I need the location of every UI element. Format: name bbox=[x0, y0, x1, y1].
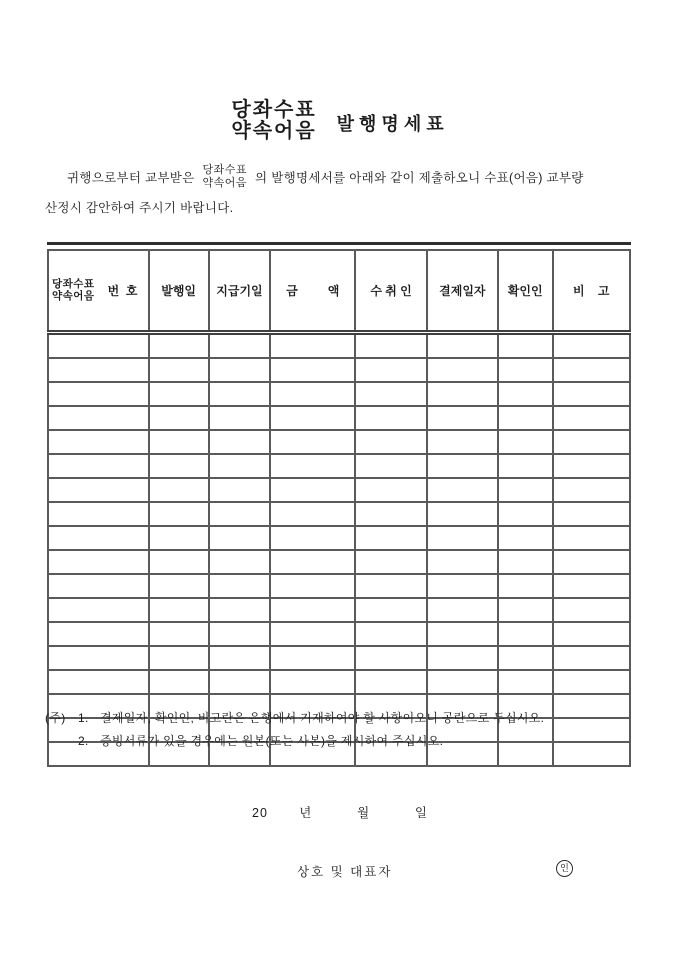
empty-cell bbox=[209, 574, 271, 598]
empty-cell bbox=[48, 382, 149, 406]
empty-cell bbox=[149, 358, 209, 382]
table-row bbox=[48, 646, 630, 670]
note-item bbox=[45, 730, 655, 753]
empty-cell bbox=[270, 358, 355, 382]
empty-cell bbox=[498, 550, 553, 574]
empty-cell bbox=[553, 574, 630, 598]
empty-cell bbox=[427, 382, 498, 406]
empty-cell bbox=[270, 670, 355, 694]
empty-cell bbox=[48, 502, 149, 526]
empty-cell bbox=[48, 478, 149, 502]
title-type-line2: 약속어음 bbox=[231, 120, 317, 142]
empty-cell bbox=[48, 550, 149, 574]
empty-cell bbox=[498, 622, 553, 646]
table-row bbox=[48, 333, 630, 359]
empty-cell bbox=[270, 622, 355, 646]
empty-cell bbox=[209, 454, 271, 478]
empty-cell bbox=[498, 333, 553, 359]
empty-cell bbox=[149, 574, 209, 598]
empty-cell bbox=[498, 598, 553, 622]
empty-cell bbox=[209, 526, 271, 550]
empty-cell bbox=[149, 502, 209, 526]
empty-cell bbox=[355, 430, 427, 454]
empty-cell bbox=[355, 646, 427, 670]
empty-cell bbox=[355, 478, 427, 502]
table-header-row bbox=[48, 250, 630, 333]
seal-stamp-icon bbox=[556, 860, 573, 877]
empty-cell bbox=[553, 670, 630, 694]
empty-cell bbox=[270, 550, 355, 574]
empty-cell bbox=[553, 430, 630, 454]
empty-cell bbox=[48, 454, 149, 478]
intro-inline-line2: 약속어음 bbox=[202, 176, 248, 189]
form-title-type-stack bbox=[231, 100, 316, 142]
empty-cell bbox=[209, 550, 271, 574]
table-row bbox=[48, 382, 630, 406]
signature-label: 상호 및 대표자 bbox=[297, 865, 393, 879]
empty-cell bbox=[355, 526, 427, 550]
empty-cell bbox=[553, 358, 630, 382]
header-remarks: 비 고 bbox=[553, 250, 630, 333]
empty-cell bbox=[427, 550, 498, 574]
issuance-table bbox=[47, 249, 631, 767]
header-payee: 수 취 인 bbox=[355, 250, 427, 333]
seal-character: 인 bbox=[560, 863, 569, 873]
form-title-main: 발행명세표 bbox=[336, 114, 449, 134]
note-prefix: (주) bbox=[45, 711, 66, 725]
note-item bbox=[45, 707, 655, 730]
empty-cell bbox=[270, 574, 355, 598]
note-number: 2. bbox=[78, 734, 89, 748]
empty-cell bbox=[427, 430, 498, 454]
empty-cell bbox=[149, 598, 209, 622]
empty-cell bbox=[48, 333, 149, 359]
title-type-line1: 당좌수표 bbox=[231, 99, 317, 121]
empty-cell bbox=[209, 598, 271, 622]
empty-cell bbox=[355, 333, 427, 359]
empty-cell bbox=[48, 406, 149, 430]
empty-cell bbox=[209, 622, 271, 646]
empty-cell bbox=[48, 430, 149, 454]
empty-cell bbox=[427, 646, 498, 670]
empty-cell bbox=[48, 622, 149, 646]
intro-line2: 산정시 감안하여 주시기 바랍니다. bbox=[45, 201, 234, 215]
empty-cell bbox=[498, 382, 553, 406]
empty-cell bbox=[48, 598, 149, 622]
empty-cell bbox=[270, 406, 355, 430]
table-row bbox=[48, 358, 630, 382]
note-text: 증빙서류가 있을 경우에는 원본(또는 사본)을 제시하여 주십시오. bbox=[100, 734, 444, 748]
empty-cell bbox=[270, 478, 355, 502]
empty-cell bbox=[48, 526, 149, 550]
empty-cell bbox=[427, 478, 498, 502]
header-type-line2: 약속어음 bbox=[52, 289, 95, 302]
empty-cell bbox=[270, 526, 355, 550]
table-top-rule bbox=[47, 242, 631, 245]
empty-cell bbox=[149, 454, 209, 478]
table-body bbox=[48, 333, 630, 767]
table-row bbox=[48, 622, 630, 646]
empty-cell bbox=[355, 358, 427, 382]
note-number: 1. bbox=[78, 711, 89, 725]
table-row bbox=[48, 454, 630, 478]
empty-cell bbox=[553, 502, 630, 526]
empty-cell bbox=[270, 382, 355, 406]
note-prefix-spacer bbox=[45, 730, 78, 753]
empty-cell bbox=[553, 646, 630, 670]
empty-cell bbox=[553, 406, 630, 430]
intro-inline-line1: 당좌수표 bbox=[202, 164, 248, 177]
intro-lead: 귀행으로부터 교부받은 bbox=[67, 171, 195, 185]
empty-cell bbox=[553, 454, 630, 478]
empty-cell bbox=[427, 406, 498, 430]
empty-cell bbox=[427, 526, 498, 550]
empty-cell bbox=[553, 526, 630, 550]
empty-cell bbox=[149, 550, 209, 574]
empty-cell bbox=[209, 382, 271, 406]
header-note-number bbox=[48, 250, 149, 333]
empty-cell bbox=[498, 502, 553, 526]
note-text: 결제일자, 확인인, 비고란은 은행에서 기재하여야 할 사항이오니 공란으로 두십시오. bbox=[100, 711, 545, 725]
empty-cell bbox=[149, 526, 209, 550]
empty-cell bbox=[48, 670, 149, 694]
empty-cell bbox=[498, 430, 553, 454]
empty-cell bbox=[355, 622, 427, 646]
empty-cell bbox=[355, 550, 427, 574]
empty-cell bbox=[209, 430, 271, 454]
empty-cell bbox=[270, 598, 355, 622]
empty-cell bbox=[48, 358, 149, 382]
empty-cell bbox=[209, 478, 271, 502]
empty-cell bbox=[149, 670, 209, 694]
empty-cell bbox=[209, 502, 271, 526]
empty-cell bbox=[427, 574, 498, 598]
table-row bbox=[48, 430, 630, 454]
empty-cell bbox=[553, 550, 630, 574]
intro-paragraph bbox=[45, 163, 645, 223]
empty-cell bbox=[209, 646, 271, 670]
empty-cell bbox=[427, 454, 498, 478]
header-number-label: 번 호 bbox=[107, 284, 138, 298]
empty-cell bbox=[355, 502, 427, 526]
header-amount: 금 액 bbox=[270, 250, 355, 333]
empty-cell bbox=[427, 622, 498, 646]
empty-cell bbox=[149, 478, 209, 502]
table-row bbox=[48, 406, 630, 430]
empty-cell bbox=[427, 598, 498, 622]
empty-cell bbox=[209, 333, 271, 359]
empty-cell bbox=[149, 646, 209, 670]
empty-cell bbox=[498, 670, 553, 694]
empty-cell bbox=[270, 646, 355, 670]
header-confirmer: 확인인 bbox=[498, 250, 553, 333]
empty-cell bbox=[427, 670, 498, 694]
empty-cell bbox=[498, 574, 553, 598]
empty-cell bbox=[355, 454, 427, 478]
empty-cell bbox=[553, 478, 630, 502]
empty-cell bbox=[553, 382, 630, 406]
empty-cell bbox=[498, 454, 553, 478]
empty-cell bbox=[149, 333, 209, 359]
empty-cell bbox=[427, 502, 498, 526]
date-line: 20 년 월 일 bbox=[252, 806, 428, 820]
intro-inline-type-stack bbox=[203, 164, 248, 189]
table-row bbox=[48, 502, 630, 526]
table-row bbox=[48, 526, 630, 550]
empty-cell bbox=[498, 358, 553, 382]
empty-cell bbox=[498, 478, 553, 502]
header-due-date: 지급기일 bbox=[209, 250, 271, 333]
empty-cell bbox=[149, 622, 209, 646]
header-settlement-date: 결제일자 bbox=[427, 250, 498, 333]
empty-cell bbox=[355, 382, 427, 406]
empty-cell bbox=[498, 526, 553, 550]
empty-cell bbox=[553, 598, 630, 622]
empty-cell bbox=[553, 622, 630, 646]
empty-cell bbox=[149, 406, 209, 430]
empty-cell bbox=[270, 430, 355, 454]
empty-cell bbox=[270, 333, 355, 359]
issuance-table-section bbox=[47, 242, 631, 767]
table-row bbox=[48, 478, 630, 502]
form-title bbox=[0, 100, 680, 142]
empty-cell bbox=[149, 430, 209, 454]
empty-cell bbox=[355, 670, 427, 694]
empty-cell bbox=[553, 333, 630, 359]
empty-cell bbox=[498, 646, 553, 670]
empty-cell bbox=[355, 574, 427, 598]
empty-cell bbox=[209, 670, 271, 694]
empty-cell bbox=[498, 406, 553, 430]
empty-cell bbox=[427, 333, 498, 359]
table-row bbox=[48, 670, 630, 694]
empty-cell bbox=[355, 598, 427, 622]
table-row bbox=[48, 598, 630, 622]
notes-section bbox=[45, 707, 655, 753]
empty-cell bbox=[149, 382, 209, 406]
empty-cell bbox=[48, 574, 149, 598]
empty-cell bbox=[355, 406, 427, 430]
empty-cell bbox=[427, 358, 498, 382]
empty-cell bbox=[270, 502, 355, 526]
table-row bbox=[48, 574, 630, 598]
empty-cell bbox=[209, 406, 271, 430]
header-type-stack bbox=[52, 279, 95, 302]
header-issue-date: 발행일 bbox=[149, 250, 209, 333]
table-row bbox=[48, 550, 630, 574]
empty-cell bbox=[48, 646, 149, 670]
header-type-line1: 당좌수표 bbox=[52, 278, 95, 290]
intro-after: 의 발행명세서를 아래와 같이 제출하오니 수표(어음) 교부량 bbox=[255, 171, 584, 185]
empty-cell bbox=[270, 454, 355, 478]
empty-cell bbox=[209, 358, 271, 382]
